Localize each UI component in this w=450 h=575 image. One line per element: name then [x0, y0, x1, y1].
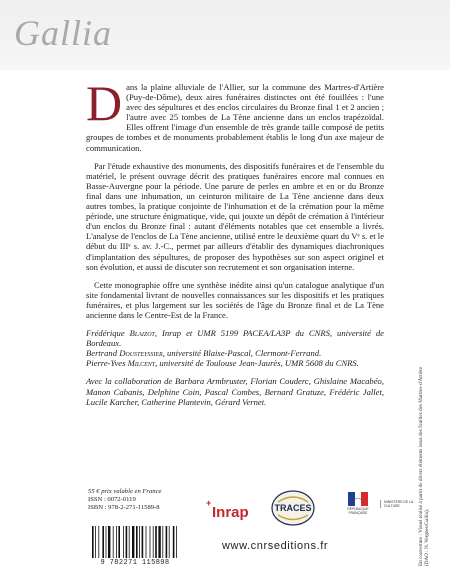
barcode-bar	[169, 526, 170, 558]
barcode-bar	[106, 526, 107, 558]
publication-info	[88, 488, 161, 513]
barcode-bar	[116, 526, 117, 558]
author-surname: Blaizot	[129, 328, 155, 339]
issn: ISSN : 0072-0119	[88, 496, 136, 504]
barcode-bar	[155, 526, 157, 558]
barcode-number: 9 782271 115898	[100, 559, 170, 567]
barcode-bar	[136, 526, 138, 558]
isbn: ISBN : 978-2-271-11589-8	[88, 504, 160, 512]
barcode-bar	[113, 526, 114, 558]
barcode-bar	[176, 526, 177, 558]
barcode-bar	[95, 526, 96, 558]
barcode-bar	[166, 526, 168, 558]
collaboration-note: Avec la collaboration de Barbara Armbruster, Florian Couderc, Ghislaine Macabéo, Manon Cabanis, Delphine Coin, Pascal Combes, Bernard Gratuze, Frédéric Jallet, Lucile Karcher, Catherine Plantevin, Gérard Vernet.	[86, 376, 384, 407]
barcode-bar	[150, 526, 151, 558]
cover-credit: En couverture : Visuel réalisé à partir de divers éléments issus des fouilles des Martres-d'Artière (DAO : N. Vergnes/Gallia).	[418, 366, 430, 566]
inrap-mark-icon: +	[206, 498, 212, 508]
barcode-bar	[139, 526, 140, 558]
paragraph-study: Par l'étude exhaustive des monuments, des dispositifs funéraires et de l'ensemble du matériel, le présent ouvrage décrit des pratiques funéraires encore mal connues en Basse-Auvergne pour la période. Une parure de perles en ambre et en or du Bronze final dans une inhumation, un ceinturon militaire de La Tène ancienne dans deux autres tombes, la pratique conjointe de l'inhumation et de la crémation pour la même période, une structure énigmatique, vide, qui jouxte un dépôt de crémation à l'intérieur d'un enclos du Bronze final : autant d'éléments notables que cet ensemble a livrés. L'analyse de l'enclos de La Tène ancienne, utilisé entre le deuxième quart du Vᵉ s. et le début du IIIᵉ s. av. J.-C., permet par ailleurs d'établir des dynamiques diachroniques d'implantation des sépultures, de proposer des hypothèses sur son aspect originel et son évolution, et aussi de discuter son recrutement et son organisation interne.	[86, 160, 385, 272]
barcode-bar	[98, 526, 99, 558]
barcode-bar	[146, 526, 147, 558]
paragraph-intro-text: ans la plaine alluviale de l'Allier, sur la commune des Martres-d'Artière (Puy-de-Dôme), deux aires funéraires distinctes ont été fouillées : l'une avec des sépultures et des enclos circulaires du Bronze final 1 et 2 ancien ; l'autre avec 25 tombes de La Tène ancienne dans un enclos trapézoïdal. Elles offrent l'image d'un ensemble de très grande taille composé de petits groupes de tombes et de monuments probablement établis le long d'un axe majeur de communication.	[86, 82, 384, 153]
traces-logo	[270, 488, 316, 528]
barcode-bar	[118, 526, 120, 558]
paragraph-synthesis: Cette monographie offre une synthèse inédite ainsi qu'un catalogue analytique d'un site fondamental livrant de nouvelles connaissances sur les dispositifs et les pratiques funéraires, et plus largement sur les sociétés de l'âge du Bronze final et de La Tène ancienne dans le Centre-Est de la France.	[86, 279, 384, 320]
author-entry: Pierre-Yves Milcent, université de Toulouse Jean-Jaurès, UMR 5608 du CNRS.	[86, 358, 359, 369]
barcode	[86, 524, 184, 570]
barcode-bar	[142, 526, 144, 558]
inrap-logo: Inrap	[212, 504, 249, 521]
barcode-bar	[92, 526, 94, 558]
author-list	[86, 328, 384, 368]
back-cover-text	[86, 75, 385, 415]
barcode-bar	[129, 526, 130, 558]
publisher-website: www.cnrseditions.fr	[222, 540, 329, 552]
author-surname: Dousteyssier	[119, 348, 163, 359]
price: 55 € prix valable en France	[88, 488, 162, 495]
barcode-bar	[153, 526, 154, 558]
drop-cap: D	[86, 75, 123, 131]
barcode-bar	[132, 526, 134, 558]
barcode-bar	[123, 526, 124, 558]
republique-text: RÉPUBLIQUE FRANÇAISE	[347, 507, 369, 515]
author-entry: Bertrand Dousteyssier, université Blaise-Pascal, Clermont-Ferrand.	[86, 348, 322, 359]
traces-logo-text: TRACES	[274, 503, 312, 513]
barcode-bar	[173, 526, 175, 558]
republique-francaise-logo	[340, 486, 376, 526]
barcode-bars	[90, 526, 180, 558]
barcode-bar	[108, 526, 110, 558]
barcode-bar	[158, 526, 160, 558]
ministere-culture: MINISTÈRE DE LA CULTURE	[380, 500, 422, 508]
french-flag-icon	[348, 492, 368, 506]
author-surname: Milcent	[127, 358, 156, 369]
author-entry: Frédérique Blaizot, Inrap et UMR 5199 PACEA/LA3P du CNRS, université de Bordeaux.	[86, 328, 384, 349]
barcode-bar	[162, 526, 163, 558]
paragraph-intro	[86, 75, 384, 153]
series-title: Gallia	[14, 13, 113, 53]
barcode-bar	[102, 526, 104, 558]
barcode-bar	[126, 526, 128, 558]
